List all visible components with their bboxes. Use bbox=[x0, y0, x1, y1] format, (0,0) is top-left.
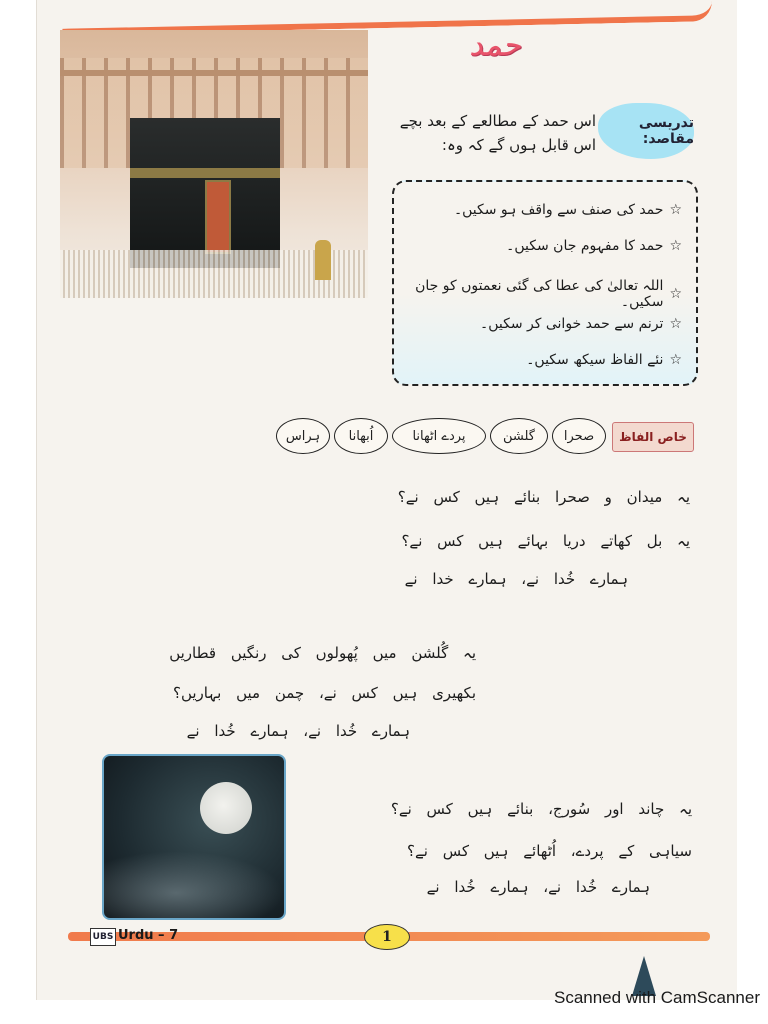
star-icon: ☆ bbox=[669, 286, 682, 302]
objective-item bbox=[454, 202, 682, 218]
vocab-label: خاص الفاظ bbox=[612, 422, 694, 452]
star-icon: ☆ bbox=[669, 238, 682, 254]
objective-text: ترنم سے حمد خوانی کر سکیں۔ bbox=[480, 316, 664, 332]
objectives-box bbox=[392, 180, 698, 386]
poem-line: یہ بل کھاتے دریا بہائے ہیں کس نے؟ bbox=[401, 532, 690, 550]
poem-line: یہ گُلشن میں پُھولوں کی رنگیں قطاریں bbox=[169, 644, 476, 662]
objective-text: اللہ تعالیٰ کی عطا کی گئی نعمتوں کو جان سکیں۔ bbox=[415, 278, 664, 310]
poem-refrain: ہمارے خُدا نے، ہمارے خُدا نے bbox=[426, 878, 650, 896]
vocab-word: ہراس bbox=[276, 418, 330, 454]
page-number-badge: 1 bbox=[364, 924, 410, 950]
poem-line: سیاہی کے پردے، اُٹھائے ہیں کس نے؟ bbox=[407, 842, 692, 860]
page-title: حمد bbox=[469, 28, 521, 63]
vocab-word: پردے اٹھانا bbox=[392, 418, 486, 454]
vocab-word: صحرا bbox=[552, 418, 606, 454]
kaaba-door bbox=[205, 180, 231, 254]
publisher-logo: UBS bbox=[90, 928, 116, 946]
poem-line: بکھیری ہیں کس نے، چمن میں بہاریں؟ bbox=[172, 684, 476, 702]
objective-item bbox=[526, 352, 682, 368]
vocab-word: گلشن bbox=[490, 418, 548, 454]
scanner-watermark: Scanned with CamScanner bbox=[553, 988, 760, 1007]
cloud-shape bbox=[104, 851, 284, 920]
star-icon: ☆ bbox=[669, 352, 682, 368]
star-icon: ☆ bbox=[669, 202, 682, 218]
moon-shape bbox=[200, 782, 252, 834]
subject-label: Urdu – 7 bbox=[118, 928, 179, 943]
objective-text: حمد کا مفہوم جان سکیں۔ bbox=[506, 238, 664, 254]
kaaba-illustration bbox=[60, 30, 368, 298]
star-icon: ☆ bbox=[669, 316, 682, 332]
objective-text: نئے الفاظ سیکھ سکیں۔ bbox=[526, 352, 664, 368]
poem-line: یہ میدان و صحرا بنائے ہیں کس نے؟ bbox=[397, 488, 690, 506]
poem-refrain: ہمارے خُدا نے، ہمارے خُدا نے bbox=[186, 722, 410, 740]
moon-night-illustration bbox=[102, 754, 286, 920]
objectives-intro-line-1: اس حمد کے مطالعے کے بعد بچے bbox=[399, 112, 596, 130]
objective-text: حمد کی صنف سے واقف ہو سکیں۔ bbox=[453, 202, 664, 218]
objective-item bbox=[506, 238, 682, 254]
objective-item bbox=[394, 278, 682, 310]
objective-item bbox=[480, 316, 682, 332]
masjid-cornice bbox=[60, 70, 368, 76]
vocab-word: اُبھانا bbox=[334, 418, 388, 454]
footer-bar bbox=[68, 924, 710, 948]
objectives-intro-line-2: اس قابل ہوں گے کہ وہ: bbox=[441, 136, 596, 154]
poem-line: یہ چاند اور سُورج، بنائے ہیں کس نے؟ bbox=[390, 800, 692, 818]
maqam-ibrahim bbox=[315, 240, 331, 280]
kaaba-gold-band bbox=[130, 168, 280, 178]
objectives-label-badge: تدریسی مقاصد: bbox=[598, 103, 694, 159]
poem-refrain: ہمارے خُدا نے، ہمارے خدا نے bbox=[404, 570, 628, 588]
